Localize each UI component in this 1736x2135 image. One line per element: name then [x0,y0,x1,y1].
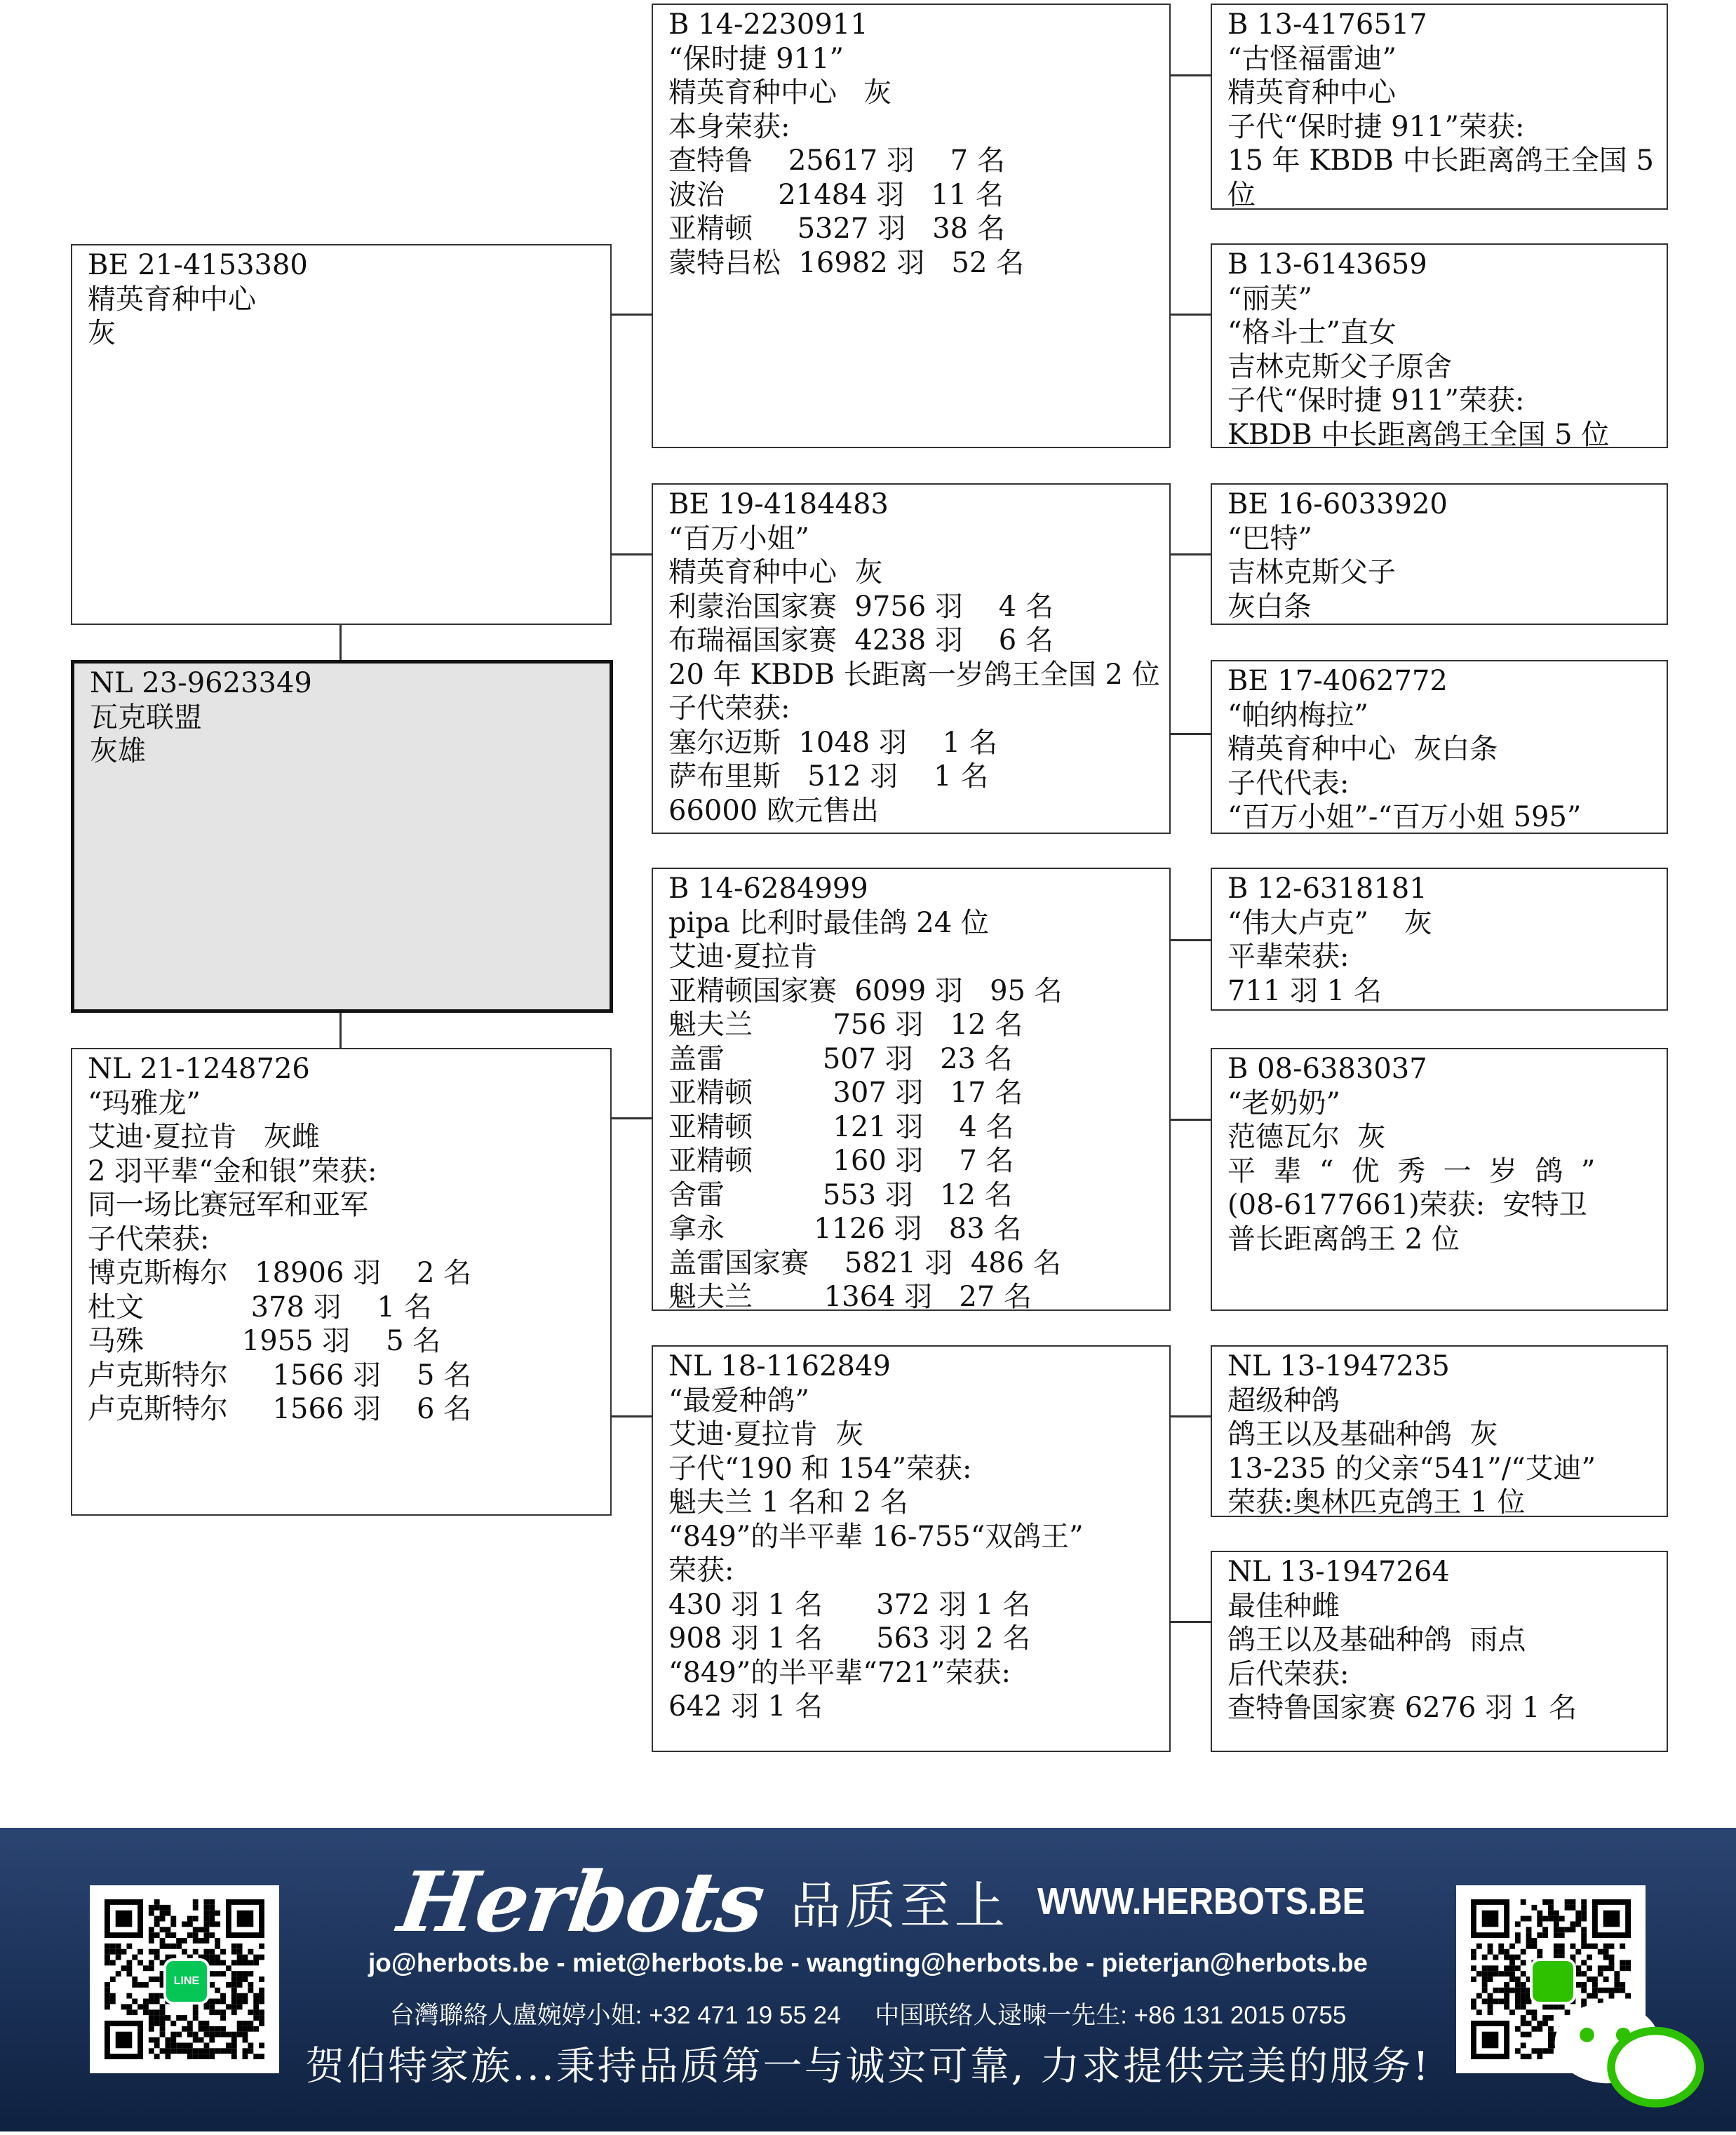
line-icon: LINE [163,1958,210,2005]
pedigree-line: 拿永 1126 羽 83 名 [668,1213,1022,1245]
pedigree-line: 2 羽平辈“金和银”荣获: [88,1154,377,1187]
herbots-logo[interactable]: Herbots [393,1852,769,1951]
pedigree-line: 灰白条 [1227,590,1312,623]
pedigree-card-dss [1211,868,1668,1011]
pedigree-line: “百万小姐”-“百万小姐 595” [1227,801,1582,833]
pedigree-line: 荣获: [668,1554,734,1587]
pedigree-line: 亚精顿 307 羽 17 名 [668,1077,1023,1109]
pedigree-line: 鸽王以及基础种鸽 灰 [1227,1418,1498,1450]
connector [339,624,342,661]
pedigree-line: 子代荣获: [88,1223,210,1255]
pedigree-line: 范德瓦尔 灰 [1227,1121,1386,1153]
pedigree-line: 亚精顿 121 羽 4 名 [668,1110,1014,1143]
pedigree-line: 瓦克联盟 [90,701,202,734]
ring-number: BE 16-6033920 [1227,488,1448,520]
pedigree-line: (08-6177661)荣获: 安特卫 [1227,1189,1587,1221]
pedigree-line: “玛雅龙” [88,1086,201,1119]
pedigree-line: 魁夫兰 1364 羽 27 名 [668,1281,1032,1311]
ring-number: BE 17-4062772 [1227,665,1448,697]
connector [1169,553,1211,555]
pedigree-line: 魁夫兰 1 名和 2 名 [668,1486,908,1518]
ring-number: BE 21-4153380 [88,249,308,281]
pedigree-line: “伟大卢克” 灰 [1227,906,1432,939]
pedigree-card-ddd [1211,1551,1668,1752]
pedigree-line: 精英育种中心 [1227,76,1396,109]
connector [1169,1621,1211,1623]
connector [1169,314,1211,316]
ring-number: B 13-6143659 [1227,248,1427,281]
ring-number: BE 19-4184483 [668,488,889,520]
pedigree-line: “丽芙” [1227,282,1312,315]
ring-number: NL 21-1248726 [88,1053,310,1085]
footer-motto: 贺伯特家族...秉持品质第一与诚实可靠, 力求提供完美的服务! [305,2044,1431,2089]
footer-banner [0,1828,1736,2131]
pedigree-line: 艾迪·夏拉肯 灰雌 [88,1121,320,1153]
pedigree-line: 精英育种中心 [88,283,256,316]
contact-phones: 台灣聯絡人盧婉婷小姐: +32 471 19 55 24 中国联络人逯暕一先生: +86 131 2015 0755 [389,2002,1347,2029]
pedigree-line: 灰雄 [90,735,146,767]
ring-number: NL 18-1162849 [668,1350,891,1382]
pedigree-card-subject [71,660,613,1013]
pedigree-line: “849”的半平辈 16-755“双鸽王” [668,1520,1084,1553]
connector [1169,939,1211,941]
pedigree-line: “帕纳梅拉” [1227,699,1368,732]
ring-number: B 12-6318181 [1227,873,1427,905]
pedigree-line: 塞尔迈斯 1048 羽 1 名 [668,726,997,759]
pedigree-card-sire [71,244,612,625]
pedigree-line: 子代“190 和 154”荣获: [668,1452,972,1485]
pedigree-line: 精英育种中心 灰 [668,76,892,109]
pedigree-line: 430 羽 1 名 372 羽 1 名 [668,1588,1031,1621]
pedigree-line: 灰 [88,317,116,349]
pedigree-line: pipa 比利时最佳鸽 24 位 [668,906,989,939]
connector [611,1415,653,1417]
pedigree-card-dsd [1211,1048,1668,1311]
pedigree-line: 布瑞福国家赛 4238 羽 6 名 [668,624,1054,656]
pedigree-line: 子代代表: [1227,767,1350,800]
pedigree-line: 位 [1227,178,1256,210]
pedigree-line: 66000 欧元售出 [668,794,879,827]
pedigree-line: 普长距离鸽王 2 位 [1227,1223,1460,1255]
pedigree-line: 盖雷 507 羽 23 名 [668,1042,1013,1075]
pedigree-line: KBDB 中长距离鸽王全国 5 位 [1227,418,1610,448]
ring-number: NL 13-1947264 [1227,1556,1450,1588]
pedigree-line: “古怪福雷迪” [1227,42,1397,75]
pedigree-line: 博克斯梅尔 18906 羽 2 名 [88,1257,472,1289]
connector [1169,733,1211,735]
pedigree-line: “保时捷 911” [668,42,844,75]
pedigree-line: “849”的半平辈“721”荣获: [668,1656,1011,1689]
pedigree-line: 查特鲁国家赛 6276 羽 1 名 [1227,1692,1577,1724]
website-link[interactable]: WWW.HERBOTS.BE [1037,1880,1365,1922]
pedigree-card-ssd [1211,243,1668,448]
pedigree-line: 20 年 KBDB 长距离一岁鸽王全国 2 位 [668,658,1160,691]
pedigree-line: “巴特” [1227,522,1312,555]
brand-row [393,1852,1401,1951]
pedigree-line: 后代荣获: [1227,1657,1350,1690]
pedigree-line: 吉林克斯父子原舍 [1227,350,1452,383]
pedigree-line: 波治 21484 羽 11 名 [668,178,1004,211]
ring-number: B 14-2230911 [668,8,868,41]
connector [1169,1415,1211,1417]
connector [611,314,653,316]
pedigree-line: 子代“保时捷 911”荣获: [1227,110,1525,143]
pedigree-card-dam-dam [652,1345,1171,1752]
pedigree-line: 魁夫兰 756 羽 12 名 [668,1009,1023,1041]
pedigree-line: 同一场比赛冠军和亚军 [88,1189,368,1221]
pedigree-card-dam-sire [652,868,1171,1311]
pedigree-line: 子代“保时捷 911”荣获: [1227,384,1525,417]
pedigree-line: 吉林克斯父子 [1227,556,1396,588]
pedigree-line: 杜文 378 羽 1 名 [88,1291,432,1324]
pedigree-line: “格斗士”直女 [1227,316,1397,349]
pedigree-line: 艾迪·夏拉肯 [668,941,818,973]
connector [1169,74,1211,76]
pedigree-line: 711 羽 1 名 [1227,974,1382,1007]
pedigree-line: 超级种鸽 [1227,1384,1340,1417]
pedigree-line: 亚精顿 5327 羽 38 名 [668,213,1005,245]
pedigree-line: 642 羽 1 名 [668,1690,823,1723]
pedigree-card-sds [1211,483,1668,625]
pedigree-line: 908 羽 1 名 563 羽 2 名 [668,1622,1031,1655]
pedigree-line: 蒙特吕松 16982 羽 52 名 [668,246,1025,279]
connector [611,553,653,555]
pedigree-line: 15 年 KBDB 中长距离鸽王全国 5 [1227,144,1654,177]
pedigree-line: “百万小姐” [668,522,809,555]
pedigree-line: 亚精顿国家赛 6099 羽 95 名 [668,974,1063,1007]
pedigree-line: 卢克斯特尔 1566 羽 6 名 [88,1393,472,1425]
pedigree-line: 13-235 的父亲“541”/“艾迪” [1227,1452,1596,1485]
pedigree-line: 最佳种雌 [1227,1589,1340,1622]
ring-number: B 13-4176517 [1227,8,1427,41]
pedigree-line: 卢克斯特尔 1566 羽 5 名 [88,1359,472,1392]
pedigree-line: 鸽王以及基础种鸽 雨点 [1227,1624,1526,1656]
pedigree-line: 艾迪·夏拉肯 灰 [668,1418,864,1450]
pedigree-card-dds [1211,1345,1668,1517]
pedigree-line: 精英育种中心 灰白条 [1227,733,1498,765]
pedigree-line: “老奶奶” [1227,1086,1340,1119]
pedigree-line: 亚精顿 160 羽 7 名 [668,1145,1014,1177]
ring-number: NL 23-9623349 [90,667,312,699]
pedigree-card-sire-dam [652,483,1171,834]
ring-number: NL 13-1947235 [1227,1350,1450,1382]
pedigree-card-sire-sire [652,4,1171,448]
pedigree-line: 子代荣获: [668,692,790,725]
connector [339,1012,342,1049]
pedigree-line: “最爱种鸽” [668,1384,809,1417]
connector [1169,1119,1211,1121]
ring-number: B 08-6383037 [1227,1053,1427,1085]
contact-emails[interactable]: jo@herbots.be - miet@herbots.be - wangting@herbots.be - pieterjan@herbots.be [368,1948,1368,1977]
pedigree-line: 查特鲁 25617 羽 7 名 [668,144,1005,177]
connector [611,1117,653,1119]
pedigree-line: 马殊 1955 羽 5 名 [88,1325,441,1357]
pedigree-line: 本身荣获: [668,110,790,143]
pedigree-card-sdd [1211,660,1668,834]
pedigree-line: 萨布里斯 512 羽 1 名 [668,760,989,793]
pedigree-line: 舍雷 553 羽 12 名 [668,1178,1013,1211]
pedigree-line: 利蒙治国家赛 9756 羽 4 名 [668,590,1054,623]
brand-slogan: 品质至上 [790,1876,1009,1935]
pedigree-card-dam [71,1048,612,1516]
pedigree-line: 盖雷国家赛 5821 羽 486 名 [668,1246,1061,1279]
ring-number: B 14-6284999 [668,873,868,905]
pedigree-line: 精英育种中心 灰 [668,556,883,588]
pedigree-card-sss [1211,4,1668,210]
pedigree-line: 平 辈 “ 优 秀 一 岁 鸽 ” [1227,1154,1596,1187]
pedigree-line: 荣获:奥林匹克鸽王 1 位 [1227,1486,1526,1517]
pedigree-line: 平辈荣获: [1227,941,1350,973]
